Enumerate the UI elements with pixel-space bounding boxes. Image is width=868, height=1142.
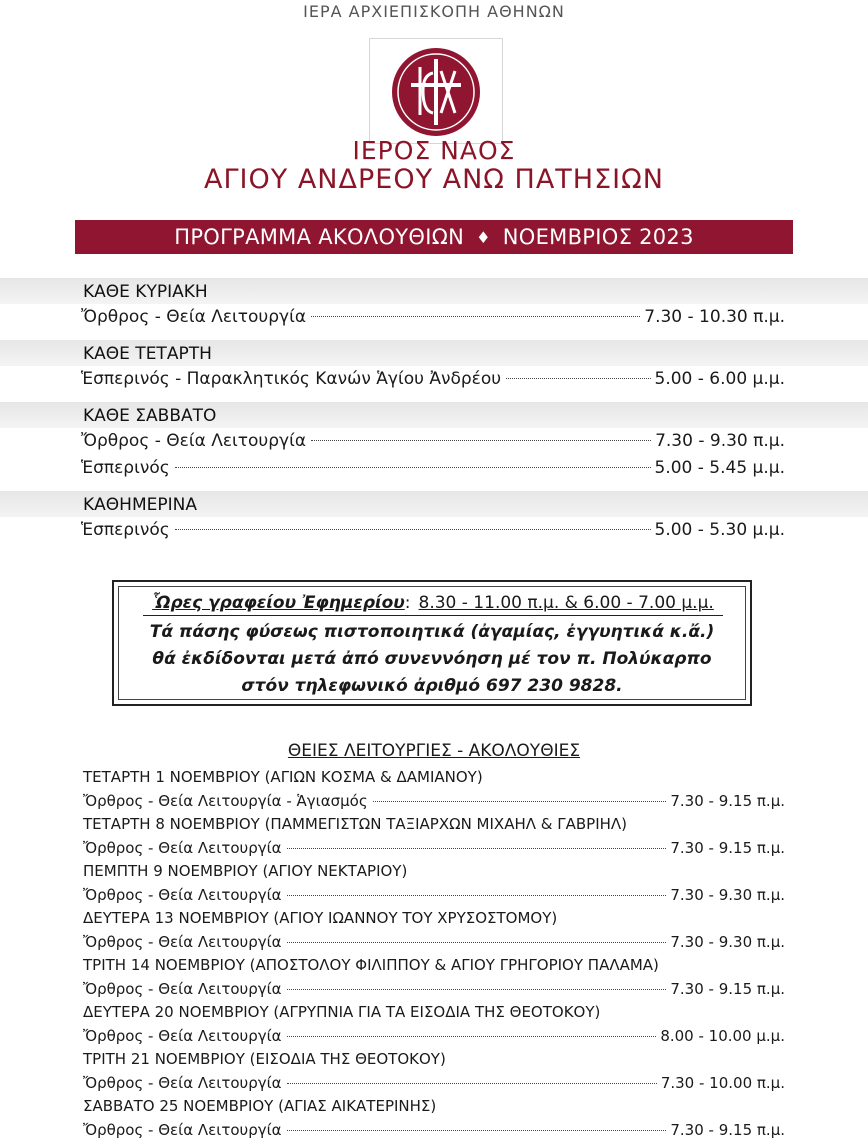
service-name: Ὄρθρος - Θεία Λειτουργία	[83, 1074, 282, 1092]
office-hours-value: 8.30 - 11.00 π.μ. & 6.00 - 7.00 μ.μ.	[418, 593, 714, 613]
dot-leader	[287, 942, 667, 943]
weekly-schedule	[0, 278, 868, 544]
dot-leader	[175, 529, 651, 530]
service-date: ΔΕΥΤΕΡΑ 13 ΝΟΕΜΒΡΙΟΥ (ΑΓΙΟΥ ΙΩΑΝΝΟΥ ΤΟΥ ΧΡΥΣΟΣΤΟΜΟΥ)	[83, 909, 558, 927]
banner-separator: ♦	[476, 228, 491, 247]
service-date: ΣΑΒΒΑΤΟ 25 ΝΟΕΜΒΡΙΟΥ (ΑΓΙΑΣ ΑΙΚΑΤΕΡΙΝΗΣ)	[83, 1097, 437, 1115]
service-name: Ἑσπερινός	[81, 458, 170, 478]
note-line: Τά πάσης φύσεως πιστοποιητικά (ἀγαμίας, ἐγγυητικά κ.ἄ.)	[149, 622, 715, 642]
note-line: θά ἐκδίδονται μετά ἀπό συνεννόηση μέ τον π. Πολύκαρπο	[152, 649, 712, 669]
weekly-day-heading: ΚΑΘΕ ΤΕΤΑΡΤΗ	[0, 340, 868, 366]
dot-leader	[175, 467, 651, 468]
service-name: Ὄρθρος - Θεία Λειτουργία	[81, 431, 307, 451]
banner-month: ΝΟΕΜΒΡΙΟΣ 2023	[502, 225, 694, 249]
dot-leader	[287, 989, 667, 990]
dot-leader	[287, 1036, 657, 1037]
program-banner	[75, 220, 793, 254]
service-time: 7.30 - 9.15 π.μ.	[670, 1121, 785, 1139]
office-hours-line: Ὧρες γραφείου Ἐφημερίου: 8.30 - 11.00 π.μ. & 6.00 - 7.00 μ.μ.	[143, 593, 723, 616]
office-hours-box	[112, 580, 752, 706]
service-row	[0, 883, 785, 907]
service-time: 7.30 - 10.00 π.μ.	[660, 1074, 785, 1092]
dot-leader	[311, 316, 640, 317]
service-name: Ὄρθρος - Θεία Λειτουργία	[83, 1027, 282, 1045]
weekly-service-row	[0, 304, 785, 331]
service-name: Ἑσπερινός	[81, 520, 170, 540]
banner-title: ΠΡΟΓΡΑΜΜΑ ΑΚΟΛΟΥΘΙΩΝ	[174, 225, 465, 249]
service-name: Ὄρθρος - Θεία Λειτουργία	[83, 933, 282, 951]
note-line: στόν τηλεφωνικό ἀριθμό 697 230 9828.	[241, 676, 623, 696]
weekly-service-row	[0, 517, 785, 544]
dot-leader	[287, 895, 667, 896]
archdiocese-title: ΙΕΡΑ ΑΡΧΙΕΠΙΣΚΟΠΗ ΑΘΗΝΩΝ	[303, 2, 565, 21]
weekly-day-heading: ΚΑΘΕ ΚΥΡΙΑΚΗ	[0, 278, 868, 304]
office-hours-label: Ὧρες γραφείου Ἐφημερίου	[152, 593, 405, 613]
service-name: Ὄρθρος - Θεία Λειτουργία	[83, 1121, 282, 1139]
service-date: ΠΕΜΠΤΗ 9 ΝΟΕΜΒΡΙΟΥ (ΑΓΙΟΥ ΝΕΚΤΑΡΙΟΥ)	[83, 862, 408, 880]
dot-leader	[311, 440, 651, 441]
dot-leader	[287, 1083, 657, 1084]
service-name: Ὄρθρος - Θεία Λειτουργία	[83, 886, 282, 904]
service-row	[0, 1118, 785, 1142]
service-date: ΔΕΥΤΕΡΑ 20 ΝΟΕΜΒΡΙΟΥ (ΑΓΡΥΠΝΙΑ ΓΙΑ ΤΑ ΕΙΣΟΔΙΑ ΤΗΣ ΘΕΟΤΟΚΟΥ)	[83, 1003, 601, 1021]
weekly-service-row	[0, 455, 785, 482]
service-time: 7.30 - 9.15 π.μ.	[670, 980, 785, 998]
dot-leader	[287, 848, 667, 849]
church-name-line2: ΑΓΙΟΥ ΑΝΔΡΕΟΥ ΑΝΩ ΠΑΤΗΣΙΩΝ	[204, 164, 664, 195]
church-name-line1: ΙΕΡΟΣ ΝΑΟΣ	[352, 136, 516, 165]
service-time: 7.30 - 9.30 π.μ.	[655, 431, 785, 451]
service-time: 8.00 - 10.00 μ.μ.	[660, 1027, 785, 1045]
certificates-note	[119, 619, 745, 700]
services-list	[0, 766, 868, 1142]
dot-leader	[373, 801, 667, 802]
dot-leader	[506, 378, 650, 379]
service-name: Ἑσπερινός - Παρακλητικός Κανών Ἁγίου Ἀνδρέου	[81, 369, 502, 389]
service-time: 5.00 - 5.30 μ.μ.	[654, 520, 785, 540]
service-time: 7.30 - 9.30 π.μ.	[670, 933, 785, 951]
service-time: 7.30 - 9.15 π.μ.	[670, 839, 785, 857]
service-name: Ὄρθρος - Θεία Λειτουργία	[83, 980, 282, 998]
service-row	[0, 977, 785, 1001]
services-title: ΘΕΙΕΣ ΛΕΙΤΟΥΡΓΙΕΣ - ΑΚΟΛΟΥΘΙΕΣ	[287, 741, 581, 761]
service-time: 7.30 - 9.15 π.μ.	[670, 792, 785, 810]
church-logo	[369, 38, 503, 144]
service-time: 7.30 - 10.30 π.μ.	[644, 307, 785, 327]
service-row	[0, 836, 785, 860]
service-time: 5.00 - 6.00 μ.μ.	[654, 369, 785, 389]
service-row	[0, 1024, 785, 1048]
service-row	[0, 1071, 785, 1095]
service-name: Ὄρθρος - Θεία Λειτουργία - Ἁγιασμός	[83, 792, 368, 810]
ic-xc-christogram-icon	[389, 45, 483, 139]
service-date: ΤΡΙΤΗ 21 ΝΟΕΜΒΡΙΟΥ (ΕΙΣΟΔΙΑ ΤΗΣ ΘΕΟΤΟΚΟΥ)	[83, 1050, 446, 1068]
weekly-service-row	[0, 428, 785, 455]
service-time: 5.00 - 5.45 μ.μ.	[654, 458, 785, 478]
service-row	[0, 930, 785, 954]
weekly-service-row	[0, 366, 785, 393]
weekly-day-heading: ΚΑΘΗΜΕΡΙΝΑ	[0, 491, 868, 517]
service-row	[0, 789, 785, 813]
service-date: ΤΡΙΤΗ 14 ΝΟΕΜΒΡΙΟΥ (ΑΠΟΣΤΟΛΟΥ ΦΙΛΙΠΠΟΥ & ΑΓΙΟΥ ΓΡΗΓΟΡΙΟΥ ΠΑΛΑΜΑ)	[83, 956, 659, 974]
service-time: 7.30 - 9.30 π.μ.	[670, 886, 785, 904]
service-date: ΤΕΤΑΡΤΗ 1 ΝΟΕΜΒΡΙΟΥ (ΑΓΙΩΝ ΚΟΣΜΑ & ΔΑΜΙΑΝΟΥ)	[83, 768, 483, 786]
weekly-day-heading: ΚΑΘΕ ΣΑΒΒΑΤΟ	[0, 402, 868, 428]
service-name: Ὄρθρος - Θεία Λειτουργία	[83, 839, 282, 857]
dot-leader	[287, 1130, 667, 1131]
service-date: ΤΕΤΑΡΤΗ 8 ΝΟΕΜΒΡΙΟΥ (ΠΑΜΜΕΓΙΣΤΩΝ ΤΑΞΙΑΡΧΩΝ ΜΙΧΑΗΛ & ΓΑΒΡΙΗΛ)	[83, 815, 628, 833]
service-name: Ὄρθρος - Θεία Λειτουργία	[81, 307, 307, 327]
